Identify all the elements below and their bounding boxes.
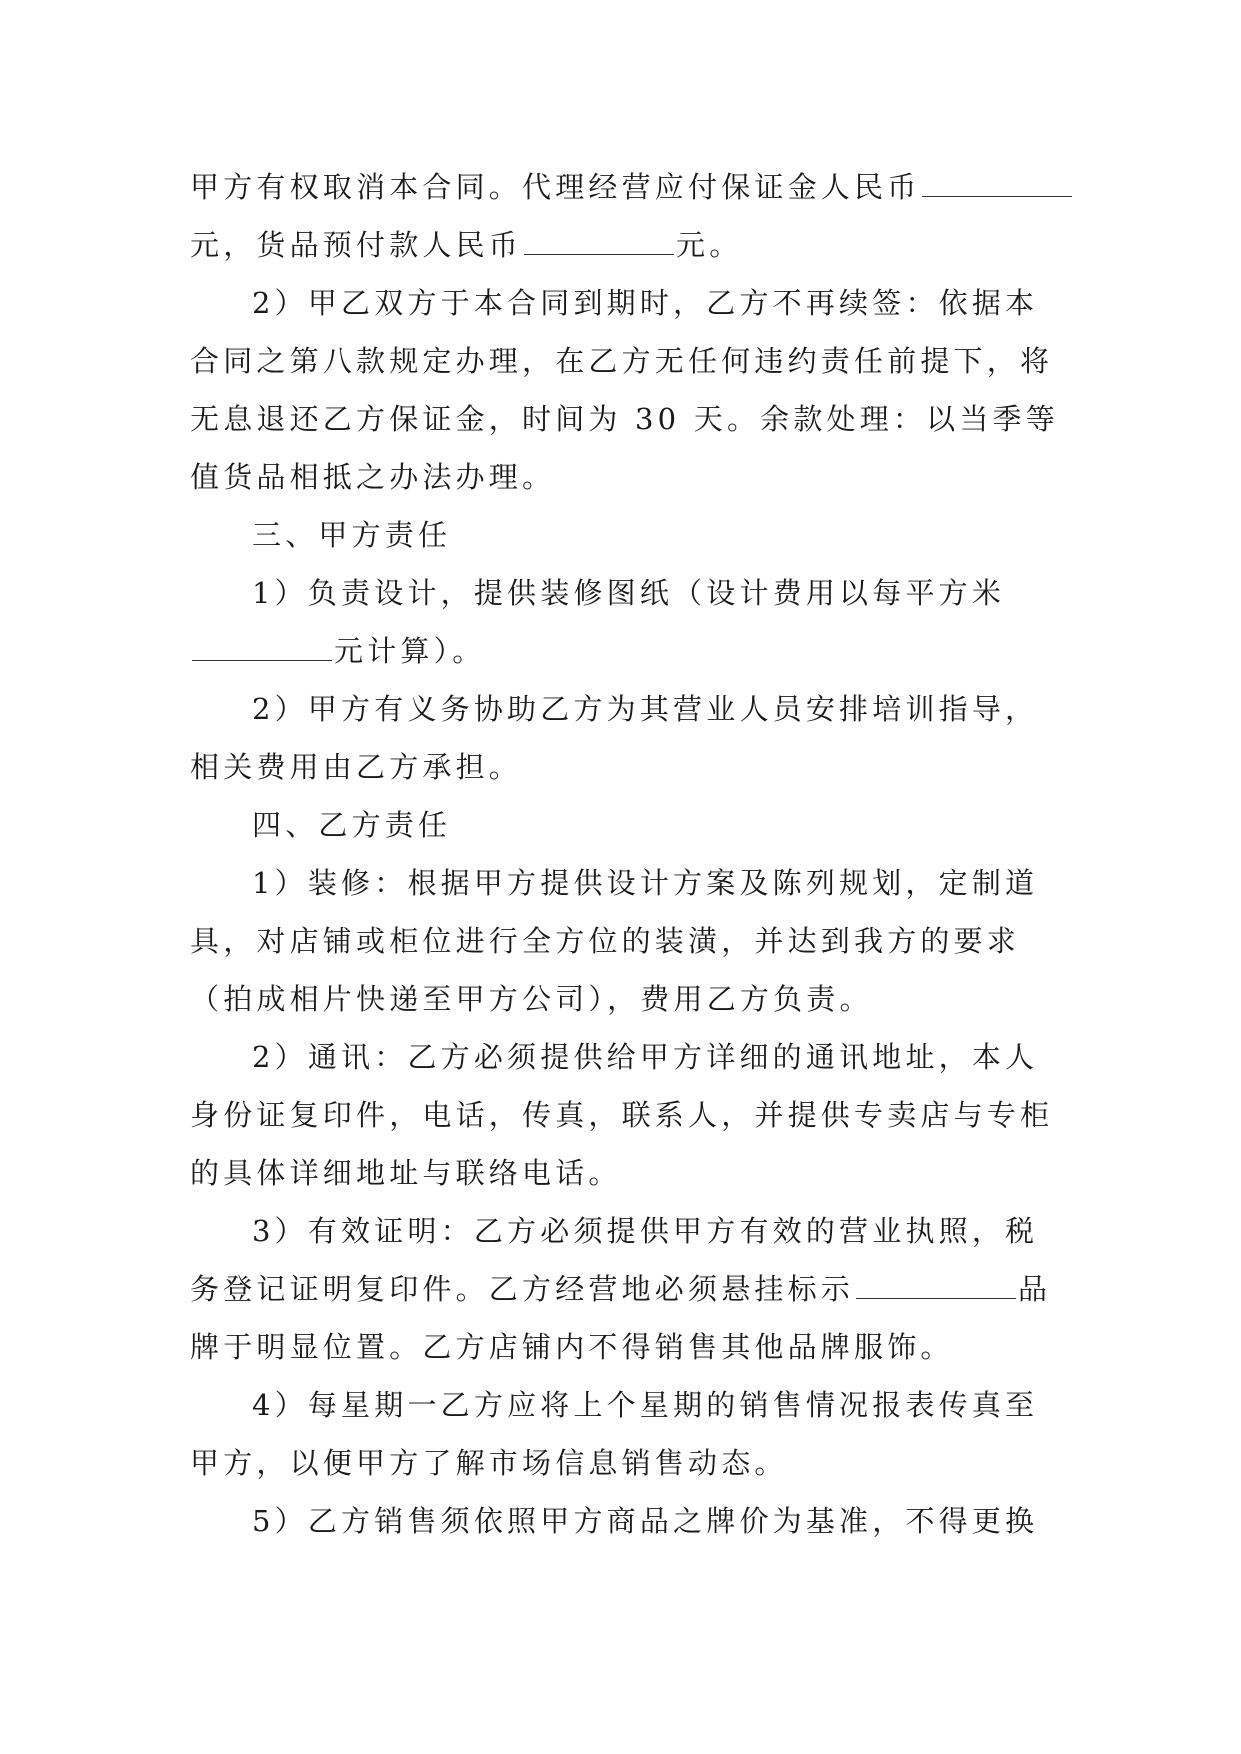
document-line (190, 1376, 1055, 1434)
line-text: 身份证复印件，电话，传真，联系人，并提供专卖店与专柜 (190, 1098, 1054, 1132)
line-text: 甲方有权取消本合同。代理经营应付保证金人民币 (190, 170, 921, 204)
line-text: 四、乙方责任 (252, 808, 452, 842)
document-line (190, 854, 1055, 912)
line-text: 元，货品预付款人民币 (190, 228, 523, 262)
document-line (190, 448, 1055, 506)
fill-in-blank (192, 630, 332, 661)
fill-in-blank (524, 224, 674, 255)
line-text: 合同之第八款规定办理，在乙方无任何违约责任前提下，将 (190, 344, 1054, 378)
document-line (190, 506, 1055, 564)
document-line (190, 274, 1055, 332)
fill-in-blank (922, 166, 1072, 197)
line-text: 牌于明显位置。乙方店铺内不得销售其他品牌服饰。 (190, 1330, 954, 1364)
line-text: 三、甲方责任 (252, 518, 452, 552)
document-line (190, 390, 1059, 448)
line-text: 的具体详细地址与联络电话。 (190, 1156, 622, 1190)
line-text: （拍成相片快递至甲方公司），费用乙方负责。 (190, 982, 873, 1016)
line-text: 相关费用由乙方承担。 (190, 750, 523, 784)
document-line (190, 970, 1055, 1028)
line-text: 甲方，以便甲方了解市场信息销售动态。 (190, 1446, 788, 1480)
line-tail-text: 元计算）。 (334, 634, 486, 668)
document-line (190, 1318, 1055, 1376)
document-line (190, 1260, 1055, 1318)
line-text: 值货品相抵之办法办理。 (190, 460, 556, 494)
document-line (190, 1144, 1055, 1202)
line-text: 1）装修：根据甲方提供设计方案及陈列规划，定制道 (252, 866, 1039, 900)
fill-in-blank (856, 1268, 1016, 1299)
line-text: 5）乙方销售须依照甲方商品之牌价为基准，不得更换 (252, 1504, 1039, 1538)
line-text: 无息退还乙方保证金，时间为 30 天。余款处理：以当季等 (190, 402, 1059, 436)
line-tail-text: 元。 (676, 228, 743, 262)
line-text: 3）有效证明：乙方必须提供甲方有效的营业执照，税 (252, 1214, 1039, 1248)
line-text: 务登记证明复印件。乙方经营地必须悬挂标示 (190, 1272, 855, 1306)
line-text: 2）通讯：乙方必须提供给甲方详细的通讯地址，本人 (252, 1040, 1039, 1074)
line-text: 具，对店铺或柜位进行全方位的装潢，并达到我方的要求 (190, 924, 1021, 958)
line-text: 2）甲乙双方于本合同到期时，乙方不再续签：依据本 (252, 286, 1039, 320)
line-text: 1）负责设计，提供装修图纸（设计费用以每平方米 (252, 576, 1006, 610)
document-line (190, 796, 1055, 854)
line-tail-text: 品 (1018, 1272, 1052, 1306)
document-line (190, 332, 1055, 390)
document-line (190, 1028, 1055, 1086)
document-line (190, 216, 1055, 274)
document-line (190, 564, 1055, 622)
document-line (190, 1492, 1055, 1550)
document-line (190, 680, 1055, 738)
line-text: 2）甲方有义务协助乙方为其营业人员安排培训指导， (252, 692, 1039, 726)
document-line (190, 158, 1055, 216)
document-line (190, 1086, 1055, 1144)
document-line (190, 912, 1055, 970)
document-body (190, 158, 1059, 1550)
line-text: 4）每星期一乙方应将上个星期的销售情况报表传真至 (252, 1388, 1039, 1422)
document-line (190, 738, 1055, 796)
document-line (190, 1202, 1055, 1260)
document-line (190, 622, 1055, 680)
document-line (190, 1434, 1055, 1492)
